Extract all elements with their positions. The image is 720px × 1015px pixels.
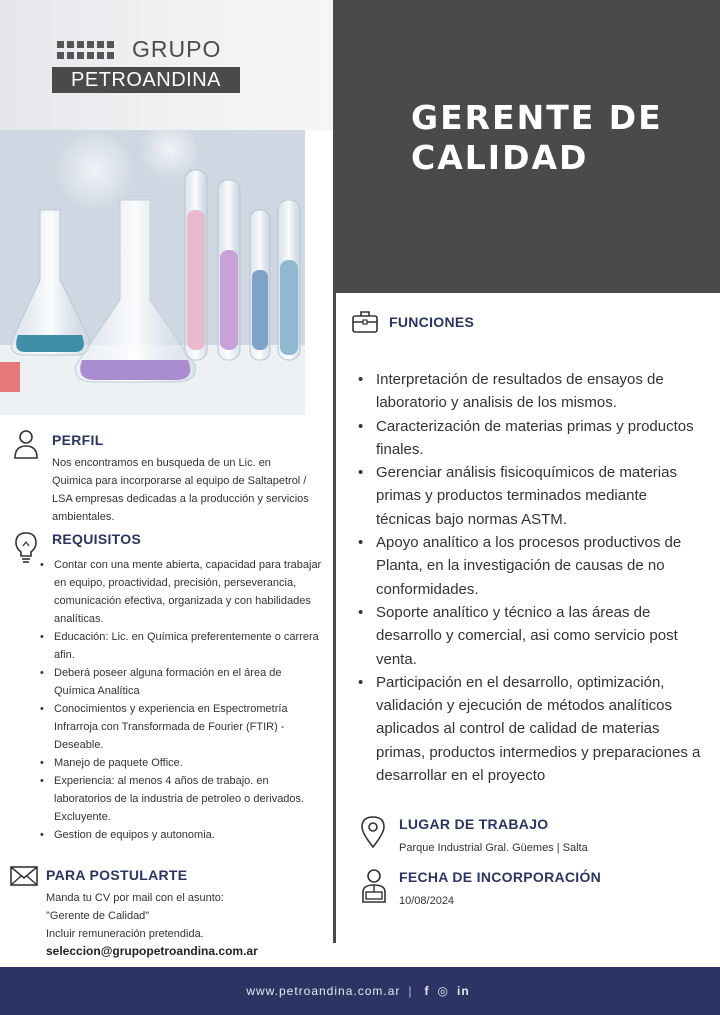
contact-email[interactable]: seleccion@grupopetroandina.com.ar [46,944,258,958]
envelope-icon [10,866,38,886]
worker-icon [360,868,388,904]
lugar-text: Parque Industrial Gral. Güemes | Salta [399,842,588,854]
fecha-text: 10/08/2024 [399,895,455,907]
requisitos-title: REQUISITOS [52,531,142,547]
funcion-item: • Interpretación de resultados de ensayos de laboratorio y analisis de los mismos. [358,368,703,415]
logo-mark [57,41,115,59]
hero-banner [333,0,720,293]
funciones-list [358,368,703,787]
funcion-item: • Apoyo analítico a los procesos productivos de Planta, en la investigación de causas de no conformidades. [358,531,703,601]
perfil-title: PERFIL [52,432,104,448]
logo-petroandina: PETROANDINA [52,67,240,93]
facebook-icon[interactable]: f [424,984,430,998]
funcion-item: • Soporte analítico y técnico a las áreas de desarrollo y comercial, asi como servicio post venta. [358,601,703,671]
briefcase-icon [352,310,378,334]
postular-title: PARA POSTULARTE [46,867,188,883]
requisito-item: • Educación: Lic. en Química preferentemente o carrera afin. [40,628,322,664]
footer-separator: | [408,984,413,998]
requisitos-list [40,556,322,844]
funcion-item: • Gerenciar análisis fisicoquímicos de materias primas y productos terminados mediante técnicas bajo normas ASTM. [358,461,703,531]
funcion-item: • Participación en el desarrollo, optimización, validación y ejecución de métodos analíticos aplicados al control de calidad de materias primas, productos intermedios y preparaciones a desarrollar en el proyecto [358,671,703,787]
postular-line3: Incluir remuneración pretendida. [46,928,204,940]
requisito-item: • Deberá poseer alguna formación en el área de Química Analítica [40,664,322,700]
requisito-item: • Gestion de equipos y autonomia. [40,826,322,844]
requisito-item: • Experiencia: al menos 4 años de trabajo. en laboratorios de la industria de petroleo o derivados. Excluyente. [40,772,322,826]
linkedin-icon[interactable]: in [457,984,470,998]
lightbulb-icon [12,530,40,564]
postular-line1: Manda tu CV por mail con el asunto: [46,892,224,904]
lab-glassware-image [0,130,305,415]
company-logo [52,38,242,94]
logo-grupo: GRUPO [132,36,222,62]
person-icon [12,428,40,460]
header-left [0,0,333,130]
fecha-title: FECHA DE INCORPORACIÓN [399,869,602,885]
instagram-icon[interactable]: ◎ [437,984,449,998]
perfil-text: Nos encontramos en busqueda de un Lic. en Quimica para incorporarse al equipo de Saltapetrol / LSA empresas dedicadas a la producción y servicios ambientales. [52,457,309,523]
lugar-title: LUGAR DE TRABAJO [399,816,549,832]
lab-photo [0,130,305,415]
job-title: GERENTE DE CALIDAD [411,98,663,177]
footer-website[interactable]: www.petroandina.com.ar [246,984,401,998]
requisito-item: • Manejo de paquete Office. [40,754,322,772]
requisito-item: • Contar con una mente abierta, capacidad para trabajar en equipo, proactividad, precisión, perseverancia, comunicación efectiva, organizada y con habilidades analíticas. [40,556,322,628]
postular-line2: "Gerente de Calidad" [46,910,150,922]
location-pin-icon [360,815,386,849]
funciones-title: FUNCIONES [389,314,475,330]
footer-bar [0,967,720,1015]
column-divider [333,293,336,943]
requisito-item: • Conocimientos y experiencia en Espectrometría Infrarroja con Transformada de Fourier (FTIR) - Deseable. [40,700,322,754]
funcion-item: • Caracterización de materias primas y productos finales. [358,415,703,462]
